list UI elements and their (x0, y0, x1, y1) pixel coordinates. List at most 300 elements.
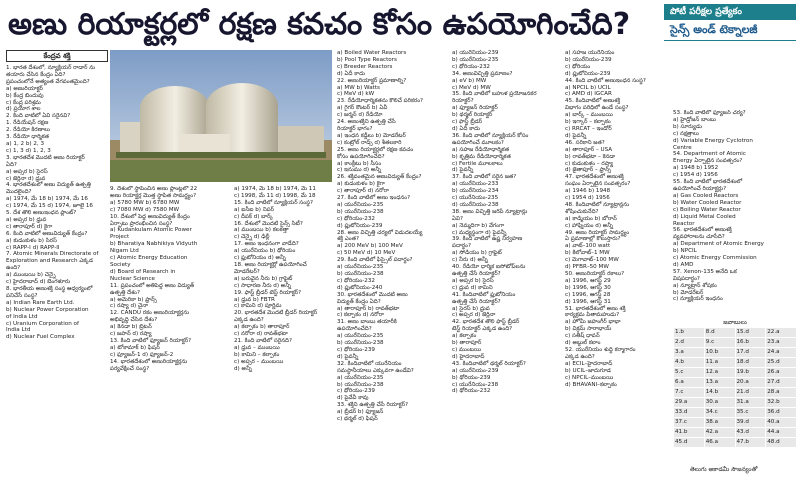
text-line: a) 5780 MW b) 6780 MW (110, 199, 180, 206)
answer-key-cell: 44.a (766, 428, 797, 438)
text-line: b) Water Cooled Reactor (673, 199, 742, 206)
column-6 (565, 50, 668, 478)
text-line: శక్తి ఎంత? (337, 236, 359, 243)
text-line: a) యురేనియం-239 (452, 367, 499, 374)
page-title: అణు రియాక్టర్లలో రక్షణ కవచం కోసం ఉపయోగించేది? (8, 7, 631, 42)
answer-key-heading: జవాబులు (723, 319, 747, 326)
text-line: c) అప్సర – ముంబయి (234, 358, 284, 365)
text-line: c) జర్మన్ d) రేడియో (337, 112, 383, 119)
answer-key-cell: 8.d (704, 328, 735, 338)
text-line: d) Board of Research in (110, 268, 176, 275)
text-line: a) Department of Atomic Energy (673, 241, 764, 248)
text-line: b) కిలోవాట్–1 MW (565, 250, 610, 257)
text-line: b) యురేనియం-238 (337, 340, 384, 347)
text-line: c) నీరు d) అన్నీ (452, 257, 488, 264)
text-line: c) RAPP-I d) RAPP-II (6, 244, 60, 251)
text-line: b) యురేనియం-239 (565, 56, 612, 63)
text-line: b) యురేనియం-235 (452, 56, 499, 63)
answer-key-row (674, 378, 797, 388)
text-line: c) థోరియం-239 (337, 346, 375, 353)
answer-key-cell: 35.c (735, 408, 766, 418)
answer-key-row (674, 408, 797, 418)
text-line: b) NPCIL (673, 248, 697, 255)
text-line: a) NPCIL b) UCIL (565, 84, 611, 91)
text-line: a) తారాపూర్ b) రావత్‌భటా (337, 305, 400, 312)
text-line: a) MW b) Watts (337, 84, 380, 91)
text-line: 4. భారతదేశంలో అణు విద్యుత్ ఉత్పత్తి (6, 182, 91, 189)
answer-key-cell: 33.d (674, 408, 705, 418)
text-line: 2. కింది వాటిలో ఏవి సరైనవి? (6, 113, 71, 120)
reactor-domes-illustration (110, 50, 332, 182)
answer-key-cell: 28.a (766, 388, 797, 398)
text-line: a) టోకామాక్ b) ఫిషన్ (110, 344, 160, 351)
text-line: a) సోడియం b) గ్రాఫైట్ (452, 250, 502, 257)
text-line: a) ECIL–హైదరాబాద్ (565, 360, 613, 367)
text-line: 53. కింది వాటిలో ఫ్యూజన్ చర్య? (673, 110, 746, 116)
text-line: రియాక్టర్? (452, 98, 474, 105)
text-line: a) 1946 b) 1948 (565, 188, 611, 195)
text-line: c) నరోరా d) రావత్‌భటా (234, 331, 288, 338)
text-line: ఉంది? (6, 265, 21, 272)
answer-key-cell: 38.a (704, 418, 735, 428)
text-line: 34. అణువిచ్ఛిత్తి ప్రమాణం? (452, 70, 513, 77)
text-line: 7. Atomic Minerals Directorate of (6, 251, 99, 258)
answer-key-cell: 3.a (674, 348, 705, 358)
text-line: c) హైదరాబాద్ d) బెంగళూరు (6, 279, 71, 286)
nuclear-plant-photo (110, 50, 332, 182)
text-line: 38. అణు విచ్ఛిత్తి జరిపే న్యూట్రాన్లు (452, 208, 528, 215)
text-line: Society (110, 261, 131, 268)
text-line: a) ఐసీఐ b) నిపర్ (234, 206, 274, 213)
text-line: c) కామిని d) పూర్ణిమ (234, 303, 282, 310)
column-1 (6, 50, 108, 478)
text-line: b) ఇగ్కార్ – కల్పాకం (565, 119, 611, 126)
text-line: c) థోరియం (565, 63, 591, 70)
text-line: కోసం ఉపయోగించేది? (337, 153, 385, 160)
answer-key-row (674, 438, 797, 448)
text-line: 29. కింది వాటిలో ఫిస్సైల్ పదార్థం? (337, 257, 413, 264)
answer-key-cell: 30.a (704, 398, 735, 408)
answer-key-cell: 11.a (704, 358, 735, 368)
section-badge (664, 4, 796, 44)
text-line: a) హైడ్రోజన్ బాంబు (673, 116, 716, 123)
text-line: 47. భారతదేశంలో అణుశక్తి (565, 174, 624, 181)
text-line: టెస్ట్ రియాక్టర్ ఎక్కడ ఉంది? (452, 326, 513, 333)
text-line: పదార్థం? (452, 243, 471, 250)
text-line: a) Kudankulam Atomic Power (110, 227, 192, 234)
text-line: ఉపయోగించేది? (337, 326, 372, 333)
text-line: 1. రేడియేషన్ రక్షణ (6, 120, 49, 127)
text-line: 3. భారతదేశ మొదటి అణు రియాక్టర్ (6, 154, 85, 161)
text-line: a) అణురియాక్టర్ (6, 85, 44, 92)
text-line: b) Nuclear Power Corporation (6, 306, 89, 313)
answer-key-cell: 22.a (766, 328, 797, 338)
text-line: d) 1996, ఆగస్ట్ 31 (565, 298, 611, 305)
text-line: d) పైవన్నీ (337, 353, 359, 360)
text-line: Centre (673, 144, 692, 151)
text-line: 43. కిందివాటిలో థర్మల్ రియాక్టర్? (452, 360, 526, 367)
text-line: 24. అణుశక్తిని ఉత్పత్తి చేసే (337, 119, 396, 126)
answer-key-cell: 20.a (735, 378, 766, 388)
text-line: d) BHAVANI–కల్పాకం (565, 381, 617, 388)
text-line: 11. ప్రపంచంలో అతిపెద్ద అణు విద్యుత్ (110, 282, 195, 289)
text-line: d) Liquid Metal Cooled (673, 213, 736, 220)
text-line: ఎక్కడ ఉంది? (234, 317, 264, 324)
text-line: ఉపయోగించే మూలకం? (452, 139, 504, 146)
text-line: c) ప్లుటోనియం d) అన్నీ (234, 255, 286, 262)
text-line: 1. భారత దేశంలో, న్యూక్లియర్ రాడార్ ను (6, 65, 96, 71)
text-line: 48. కిందివాటిలో న్యూట్రాన్లను (565, 201, 630, 208)
text-line: c) ధ్రువ d) కామిని (452, 284, 493, 291)
text-line: a) యురేనియం b) థోరియం (234, 248, 296, 255)
text-line: d) Variable Energy Cyclotron (673, 137, 753, 144)
text-line: 12. CANDU రకం అణురియాక్టర్లను (110, 310, 190, 317)
answer-key-cell: 23.a (766, 338, 797, 348)
text-line: d) AMD (673, 261, 694, 268)
answer-key-cell: 25.d (766, 358, 797, 368)
text-line: a) కాంక్రీటు b) సీసం (337, 160, 382, 167)
text-line: ఉత్పత్తి చేసే రియాక్టర్? (452, 271, 501, 277)
text-line: d) ప్లుటోనియం-239 (337, 222, 383, 229)
text-line: a) యురేనియం-235 (337, 374, 384, 381)
answer-key-cell: 19.b (735, 368, 766, 378)
text-line: శోషించుకునేది? (565, 208, 599, 215)
text-line: వ్యవహారాలను చూసేది? (673, 234, 725, 241)
text-line: b) యురేనియం-238 (337, 271, 384, 277)
answer-key-cell: 34.c (704, 408, 735, 418)
text-line: a) కల్పాకం b) తారాపూర్ (234, 324, 290, 331)
text-line: c) అప్సర d) జెర్లినా (452, 312, 496, 319)
text-line: b) UCIL–జాదుగూడ (565, 367, 611, 374)
answer-key-cell: 36.d (766, 408, 797, 418)
text-line: 13. కింది వాటిలో ఫ్యూజన్ రియాక్టర్? (110, 337, 192, 344)
answer-key-cell: 15.d (735, 328, 766, 338)
text-line: 44. కింది వాటిలో అణుఇంధన సంస్థ? (565, 77, 646, 84)
text-line: c) జపాన్ d) రష్యా (110, 331, 152, 338)
text-line: విషపదార్థం? (673, 275, 700, 282)
text-line: c) మధ్యస్థంగా d) పైవన్నీ (452, 229, 507, 236)
text-line: c) 1954 d) 1956 (565, 195, 610, 202)
text-line: d) ఏదీ కాదు (337, 70, 365, 77)
text-line: c) థర్మల్ d) ఫిషన్ (337, 416, 378, 423)
text-line: ఏవి? (452, 215, 463, 222)
answer-key-cell: 7.c (674, 388, 705, 398)
text-line: a) 200 MeV b) 100 MeV (337, 243, 403, 250)
text-line: a) ఇంధన కడ్డీలు b) మోడరేటర్ (337, 132, 406, 139)
text-line: 5. దేశ తొలి అణుఇంధన ప్లాంట్? (6, 210, 77, 217)
text-line: 57. Xenon-135 అనేది ఒక (673, 268, 737, 275)
text-line: a) Indian Rare Earth Ltd. (6, 299, 75, 306)
text-line: ప్రపంచంలోనే అత్యంత వేగవంతమైంది? (6, 78, 90, 85)
answer-key-cell: 45.d (674, 438, 705, 448)
text-line: c) కల్పాకం d) నరోరా (337, 312, 384, 319)
text-line: ఎక్కడ ఉంది? (565, 353, 595, 360)
text-line: 32. కిందివాటిలో యురేనియం (337, 360, 402, 367)
text-line: a) యురేనియం-235 (337, 264, 384, 271)
text-line: a) గైగర్ కౌంటర్ b) ఏవీ (337, 105, 388, 112)
text-line: c) దీపక్ d) బార్క్ (234, 213, 274, 220)
text-line: b) తారాపూర్ (452, 340, 482, 347)
text-line: b) కామిని – కల్పాకం (234, 351, 280, 358)
text-line: c) Breeder Reactors (337, 63, 393, 70)
text-line: a) అప్సర b) ధ్రువ (6, 216, 47, 223)
text-line: రియాక్టర్ భాగం? (337, 125, 373, 132)
text-line: c) 7080 MW d) 7580 MW (110, 206, 180, 213)
text-line: a) తారాపూర్ – USA (565, 146, 613, 153)
text-line: a) హోమీ జహంగీర్ భాభా (565, 319, 621, 326)
text-line: d) ప్లుటోనియం-239 (565, 70, 611, 77)
text-line: a) 1974, మే 18 b) 1974, మే 11 (234, 186, 316, 192)
text-line: b) Pool Type Reactors (337, 56, 397, 63)
text-line: మోడరేటర్? (234, 268, 260, 275)
badge-line2: సైన్స్ అండ్ టెక్నాలజీ (664, 20, 796, 41)
text-line: c) కేంద్ర పరిశ్రమ (6, 99, 41, 106)
answer-key-row (674, 368, 797, 378)
text-line: a) యురేనియం-235 (337, 333, 384, 340)
text-line: c) మెగావాట్–100 MW (565, 257, 619, 264)
text-line: a) కుడంకుళం b) సిరస్ (6, 237, 57, 244)
text-line: of India Ltd (6, 313, 38, 320)
column-4 (337, 50, 449, 478)
text-line: 9. దేశంలో స్థాపించిన అణు ప్లాంట్లలో 22 (110, 186, 198, 192)
text-line: b) థోరియం-239 (452, 374, 491, 381)
text-line: 49. అణు రియాక్టర్ సామర్థ్యం (565, 229, 630, 236)
column-1-lines (6, 65, 108, 341)
text-line: b) మోడరేటర్ (673, 289, 704, 296)
text-line: c) RRCAT – ఇండోర్ (565, 125, 612, 132)
text-line: c) సాధారణ నీరు d) అన్నీ (234, 282, 292, 289)
text-line: 2. రేడియో కిరణాలు (6, 127, 50, 134)
text-line: a) కుడంకుళం b) కైగా (337, 181, 385, 188)
answer-key-row (674, 418, 797, 428)
text-line: 39. కింది వాటిలో ఉష్ణ నిర్వహణ (452, 236, 523, 243)
text-line: c) Fertile మూలకాలు (452, 160, 503, 167)
text-line: c) యురేనియం-235 (452, 195, 499, 202)
text-line: a) 1948 b) 1952 (673, 165, 719, 172)
text-line: b) సూర్యుడు (673, 123, 703, 130)
text-line: విద్యుత్ కేంద్రం ఏది? (337, 298, 381, 305)
answer-key-cell: 6.a (674, 378, 705, 388)
text-line: a) న్యూట్రాన్ శోషకం (673, 282, 717, 289)
text-line: a) ముంబయి b) కలకత్తా (234, 227, 289, 234)
text-line: a) వాట్‌–100 watt (565, 243, 611, 250)
text-line: c) 1974, మే 15 d) 1974, జూలై 16 (6, 203, 93, 210)
text-line: 35. కింది వాటిలో బహుళ ప్రయోజనకర (452, 91, 537, 98)
text-line: a) కాడ్మియం b) బోరాన్ (565, 215, 617, 222)
answer-key-cell: 47.b (735, 438, 766, 448)
text-line: 51. భారతదేశంలో అణు శక్తి (565, 305, 626, 312)
text-line: a) అమెరికా b) ఫ్రాన్స్ (110, 296, 157, 303)
answer-key-cell: 17.d (735, 348, 766, 358)
text-line: 26. శక్తివంతమైన అణువిద్యుత్ కేంద్రం? (337, 174, 422, 181)
answer-key-cell: 26.a (766, 368, 797, 378)
text-line: c) 1996, ఆగస్ట్ 28 (565, 291, 611, 298)
text-line: d) ఏదీ కాదు (452, 125, 480, 132)
text-line: c) Atomic Energy Education (110, 255, 188, 262)
text-line: a) సహజ యురేనియం (565, 50, 615, 56)
text-line: c) ముంబయి (452, 346, 482, 353)
text-line: c) Atomic Energy Commission (673, 255, 757, 262)
answer-key-cell: 5.c (674, 368, 705, 378)
answer-key-row (674, 328, 797, 338)
text-line: d) అబ్దుల్ కలాం (565, 340, 601, 347)
text-line: తయారు చేసిన కేంద్రం ఏది? (6, 71, 66, 78)
answer-key-row (674, 338, 797, 348)
text-line: 28. అణు విచ్ఛిత్తి చర్యలో విడుదలయ్యే (337, 229, 423, 236)
text-line: d) యురేనియం-238 (452, 201, 499, 208)
answer-key-cell: 37.c (674, 418, 705, 428)
text-line: 23. రేడియోధార్మికతను కొలిచే పరికరం? (337, 98, 423, 105)
text-line: 36. కింది వాటిలో న్యూక్లియర్ కోసం (452, 132, 529, 139)
text-line: a) యురేనియం-233 (452, 181, 499, 188)
text-line: 40. రేడియో ధార్మిక ఐసోటోప్‌లను (452, 264, 526, 271)
text-line: a) సహజ రేడియోధార్మికత (452, 146, 510, 153)
text-line: Nuclear Science (110, 275, 155, 282)
answer-key-row (674, 348, 797, 358)
text-line: 16. దేశంలో మొదటి సైన్స్ సిటీ? (234, 220, 303, 227)
text-line: a) యురేనియం-235 (337, 201, 384, 208)
text-line: c) కుడంకుళం – రష్యా (565, 160, 614, 167)
text-line: c) థోరియం-239 (337, 388, 375, 395)
answer-key-row (674, 398, 797, 408)
text-line: 22. అణురియాక్టర్ ప్రమాణాల్ని? (337, 77, 407, 84)
text-line: 33. శక్తిని ఉత్పత్తి చేసే రియాక్టర్? (337, 402, 409, 409)
text-line: d) పైవేవీ కావు (337, 395, 369, 402)
column-3 (234, 186, 334, 478)
text-line: 21. కింది వాటిలో సరైనది? (234, 337, 292, 344)
text-line: b) యురేనియం-238 (337, 208, 384, 215)
answer-key-cell: 29.a (674, 398, 705, 408)
answer-key-cell: 9.c (704, 338, 735, 348)
text-line: ఉత్పత్తి దేశం? (110, 289, 140, 296)
text-line: a) బరువైన నీరు b) గ్రాఫైట్ (234, 275, 293, 282)
text-line: a) అప్సర b) సైరస్ (6, 168, 48, 175)
text-line: 42. భారతదేశ తొలి ఫాస్ట్ బ్రీడర్ (452, 319, 520, 326)
text-line: 31. అణు బాంబు తయారీకి (337, 319, 397, 326)
text-line: c) 1954 d) 1956 (673, 172, 718, 179)
text-line: ఉత్పత్తి చేసే రియాక్టర్? (452, 298, 501, 305)
answer-key-row (674, 428, 797, 438)
answer-key-cell: 31.a (735, 398, 766, 408)
text-line: 6. కింది వాటిలో అణువిద్యుత్ కేంద్రం? (6, 230, 88, 237)
text-line: a) 1, 2 b) 2, 3 (6, 140, 45, 147)
text-line: d) పైవన్నీ (452, 167, 474, 174)
text-line: సంఘం ఏర్పాటైన సంవత్సరం? (565, 181, 631, 188)
text-line: Exploration and Research ఎక్కడ (6, 258, 94, 265)
answer-key-cell: 4.b (674, 358, 705, 368)
text-line: 14. భారతదేశంలో అణురియాక్టర్లను (110, 358, 188, 365)
text-line: d) హైదరాబాద్ (452, 353, 485, 360)
answer-key-cell: 12.a (704, 368, 735, 378)
badge-line1: పోటీ పరీక్షల ప్రత్యేకం (664, 4, 796, 20)
text-line: 20. భారతదేశ మొదటి బ్రీడర్ రియాక్టర్ (234, 310, 318, 317)
text-line: d) ప్రయోగ శాల (6, 106, 41, 113)
text-line: a) కల్పాకం (452, 333, 477, 340)
text-line: c) తారాపూర్ d) కైగా (6, 223, 53, 230)
answer-key-cell: 16.b (735, 338, 766, 348)
answer-key-cell: 10.b (704, 348, 735, 358)
text-line: 8. భారతీయ అణుశక్తి సంస్థ ఆధ్వర్యంలో (6, 286, 93, 292)
text-line: a) నెమ్మదిగా b) వేగంగా (452, 222, 505, 229)
text-line: India Ltd (6, 327, 31, 334)
answer-key (673, 318, 797, 462)
text-line: a) ధ్రువ b) FBTR (234, 296, 275, 303)
text-line: a) eV b) MW (452, 77, 487, 84)
answer-key-table (673, 327, 797, 448)
answer-key-cell: 27.d (766, 378, 797, 388)
text-line: c) చెన్నై d) ఢిల్లీ (234, 234, 270, 241)
text-line: b) విక్రమ్ సారాభాయ్ (565, 326, 612, 333)
answer-key-row (674, 358, 797, 368)
text-line: Project (110, 234, 130, 241)
text-line: a) కెనడా b) బ్రిటన్ (110, 324, 152, 331)
text-line: Nigam Ltd (110, 248, 139, 255)
text-line: 15. కింది వాటిలో న్యూక్లియర్ సంస్థ? (234, 199, 313, 206)
answer-key-cell: 2.d (674, 338, 705, 348)
text-line: c) రష్యా d) చైనా (110, 303, 149, 310)
answer-key-cell: 42.a (704, 428, 735, 438)
text-line: అభివృద్ధి చేసిన దేశం? (110, 317, 158, 324)
text-line: a) ధ్రువ – ముంబయి (234, 344, 280, 351)
answer-key-cell: 48.d (766, 438, 797, 448)
text-line: c) 1, 3 d) 1, 2, 3 (6, 147, 51, 154)
text-line: c) తారాపూర్ d) నరోరా (337, 188, 389, 195)
text-line: d) PFBR–50 MW (565, 264, 609, 271)
text-line: అణు రియాక్టర్ల మొత్త స్థాపిత సామర్థ్యం? (110, 192, 197, 199)
text-line: b) కృత్రిమ రేడియోధార్మికత (452, 153, 511, 160)
text-line: c) 50 MeV d) 10 MeV (337, 250, 396, 257)
text-line: c) AMD d) IGCAR (565, 91, 612, 98)
text-line: ఏ ప్రమాణాల్లో కొలుస్తారు? (565, 236, 621, 243)
text-line: సమస్థానీయాలు ఎక్కువగా ఉండేవి? (337, 367, 414, 374)
column-5 (452, 50, 562, 478)
text-line: a) యురేనియం-239 (452, 50, 499, 56)
text-line: కార్యక్రమ పితామహుడు? (565, 312, 620, 319)
text-line: a) 1996, ఆగస్ట్ 29 (565, 277, 611, 284)
answer-key-cell: 41.b (674, 428, 705, 438)
text-line: a) సైరస్ b) ధ్రువ (452, 305, 490, 312)
text-line: c) ఫ్యూజన్-1 d) ఫ్యూజన్-2 (110, 351, 174, 358)
text-line: ఉపయోగించే రియాక్టర్లు? (673, 185, 727, 192)
text-line: b) రావత్‌భటా – కెనడా (565, 153, 616, 160)
text-line: b) 1996, ఆగస్ట్ 30 (565, 284, 611, 291)
text-line: c) Boiling Water Reactor (673, 206, 741, 213)
text-line: Energy ఏర్పాటైన సంవత్సరం? (673, 158, 743, 165)
text-line: c) హాఫ్నియం d) అన్నీ (565, 222, 614, 229)
text-line: 3. రేడియో ధార్మికత (6, 134, 49, 141)
text-line: c) నక్షత్రాలు (673, 130, 699, 137)
text-line: a) Gas Cooled Reactors (673, 192, 739, 199)
text-line: 10. దేశంలో పెద్ద అణువిద్యుత్ కేంద్రం (110, 213, 190, 220)
text-line: 52. యురేనియం శుద్ధి కర్మాగారం (565, 346, 636, 353)
text-line: 46. సరికాని జత? (565, 139, 605, 146)
column-2 (110, 186, 230, 478)
text-line: a) బార్క్ – ముంబయి (565, 112, 613, 119)
answer-key-cell: 39.d (735, 418, 766, 428)
text-line: ఏర్పాటు ప్రారంభించిన సంస్థ? (110, 220, 173, 227)
answer-key-cell: 18.d (735, 358, 766, 368)
answer-key-row (674, 388, 797, 398)
text-line: c) థోరియం-232 (337, 215, 375, 222)
answer-key-cell: 14.b (704, 388, 735, 398)
text-line: 56. భారతదేశంలో అణుశక్తి (673, 227, 732, 234)
text-line: c) న్యూక్లియర్ ఇంధనం (673, 296, 723, 303)
text-line: 55. కింది వాటిలో భారతదేశంలో (673, 179, 743, 186)
text-line: d) థోరియం-232 (452, 388, 491, 395)
text-line: c) ఫాస్ట్ బ్రీడర్ (452, 119, 483, 126)
text-line: c) థోరియం-232 (452, 63, 490, 70)
text-line: a) అప్సర b) సైరస్ (452, 277, 494, 284)
